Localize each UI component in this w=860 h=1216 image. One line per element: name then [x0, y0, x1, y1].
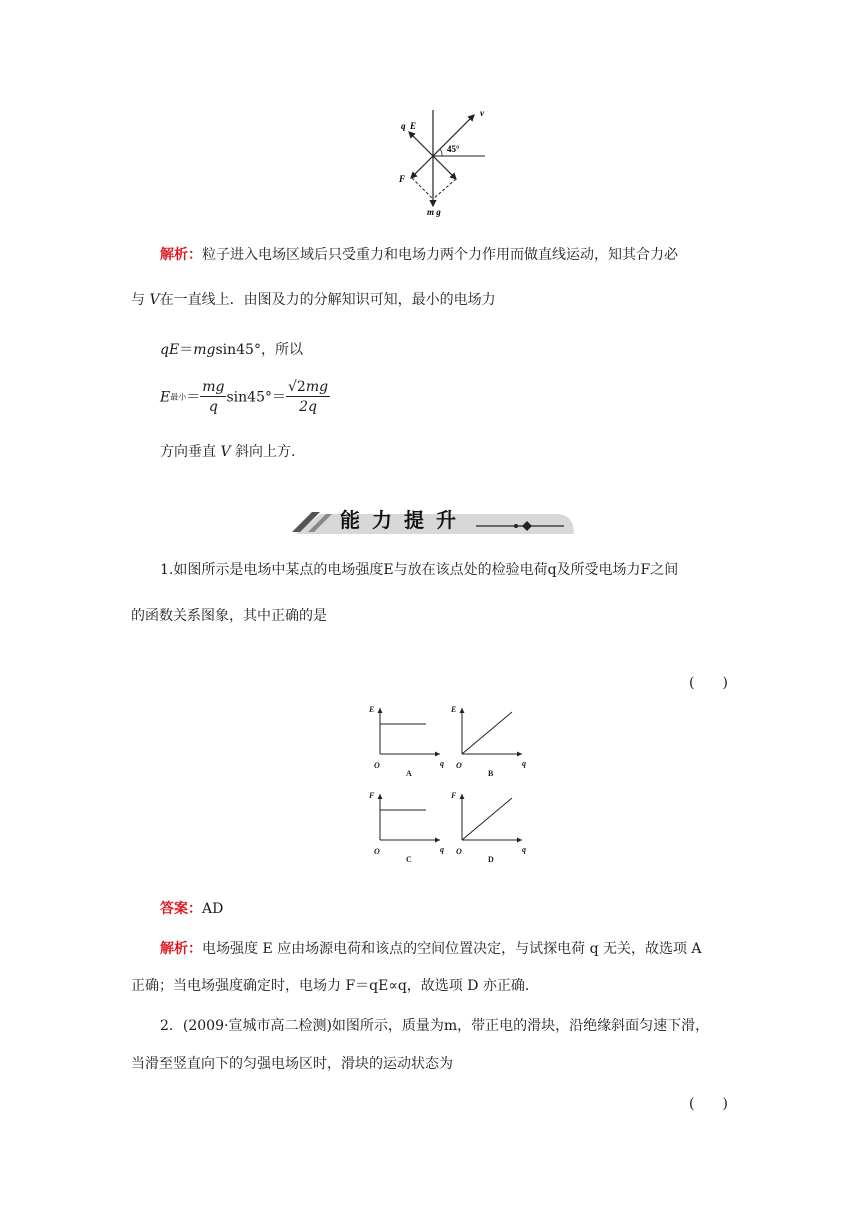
text: 斜向上方.	[235, 444, 296, 460]
force-diagram	[390, 102, 500, 220]
solution-1-line-1	[160, 244, 678, 264]
eq2-E: E	[160, 389, 171, 406]
frac-den: q	[208, 399, 218, 415]
eq2-sign: ＝	[186, 389, 201, 406]
graphs-svg	[366, 702, 526, 870]
graph-A-y-arrow	[378, 708, 383, 713]
graph-A-x-arrow	[435, 752, 440, 757]
graph-D-x-label: q	[522, 845, 526, 854]
label-angle: 45°	[447, 144, 460, 154]
label-E: E	[410, 121, 417, 131]
graph-D-x-arrow	[517, 838, 522, 843]
solution-2-line-1	[160, 938, 702, 958]
graph-D-origin: O	[456, 847, 462, 856]
answer-1	[160, 898, 223, 918]
fraction-result	[286, 378, 330, 417]
solution-text: 电场强度 E 应由场源电荷和该点的空间位置决定，与试探电荷 q 无关，故选项 A	[202, 941, 702, 957]
graph-D-plot-line	[462, 798, 512, 840]
eq-rest: sin45°，所以	[215, 342, 303, 358]
frac2-num-mg: mg	[305, 379, 329, 395]
graph-C-x-label: q	[440, 845, 444, 854]
solution-label: 解析：	[160, 941, 202, 957]
graph-B-x-arrow	[517, 752, 522, 757]
question-1-line-2: 的函数关系图象，其中正确的是	[131, 608, 327, 624]
solution-2-line-2: 正确；当电场强度确定时，电场力 F＝qE∝q，故选项 D 亦正确．	[131, 978, 539, 994]
equation-1	[160, 339, 303, 359]
frac2-den: 2q	[299, 399, 317, 415]
eq-sign: ＝	[179, 342, 194, 358]
velocity-symbol: V	[220, 444, 231, 460]
graph-C-caption: C	[406, 855, 412, 864]
graph-C-y-label: F	[369, 791, 375, 800]
graph-C-x-arrow	[435, 838, 440, 843]
velocity-symbol: V	[149, 292, 160, 308]
graph-B-y-arrow	[460, 708, 465, 713]
graph-D-y-arrow	[460, 794, 465, 799]
graph-B-y-label: E	[451, 705, 457, 714]
eq-mg: mg	[193, 342, 216, 358]
graph-A-x-label: q	[440, 759, 444, 768]
question-2-line-2: 当滑至竖直向下的匀强电场区时，滑块的运动状态为	[131, 1056, 453, 1072]
label-v: v	[480, 108, 484, 118]
graph-A-origin: O	[374, 761, 380, 770]
eq-E: E	[168, 342, 180, 358]
banner-title: 能力提升	[340, 508, 468, 532]
frac-num: mg	[202, 379, 225, 395]
graph-A-y-label: E	[369, 705, 375, 714]
text: 方向垂直	[160, 444, 216, 460]
graph-A-caption: A	[406, 769, 412, 778]
question-2-bracket: ( )	[689, 1096, 728, 1112]
question-2-line-1: 2．(2009·宣城市高二检测)如图所示，质量为m，带正电的滑块，沿绝缘斜面匀速下滑，	[160, 1018, 710, 1034]
sqrt-two: √2	[287, 379, 306, 395]
graph-C-y-arrow	[378, 794, 383, 799]
solution-text: 粒子进入电场区域后只受重力和电场力两个力作用而做直线运动，知其合力必	[202, 247, 678, 263]
graphs-panel	[366, 702, 526, 870]
graph-B-origin: O	[456, 761, 462, 770]
fraction-mg-over-q	[200, 378, 226, 417]
equation-2	[160, 378, 330, 417]
solution-1-line-2	[131, 289, 496, 309]
label-F: F	[399, 174, 406, 184]
text: 在一直线上．由图及力的分解知识可知，最小的电场力	[159, 292, 496, 308]
graph-B-plot-line	[462, 712, 512, 754]
answer-label: 答案：	[160, 901, 202, 917]
graph-D-caption: D	[488, 855, 494, 864]
label-q: q	[401, 121, 406, 131]
solution-label: 解析：	[160, 247, 202, 263]
question-1-bracket: ( )	[689, 675, 728, 691]
eq2-sin: sin45°＝	[226, 389, 286, 406]
eq2-subscript: 最小	[170, 392, 187, 402]
label-mg: m g	[427, 207, 441, 217]
graph-B-x-label: q	[522, 759, 526, 768]
text: 与	[131, 292, 145, 308]
graph-B-caption: B	[488, 769, 494, 778]
section-banner	[286, 500, 576, 536]
eq-q: q	[160, 342, 169, 358]
question-1-line-1: 1.如图所示是电场中某点的电场强度E与放在该点处的检验电荷q及所受电场力F之间	[160, 562, 679, 578]
graph-C-origin: O	[374, 847, 380, 856]
answer-value: AD	[202, 901, 224, 917]
solution-1-last-line	[160, 441, 295, 461]
graph-D-y-label: F	[451, 791, 457, 800]
